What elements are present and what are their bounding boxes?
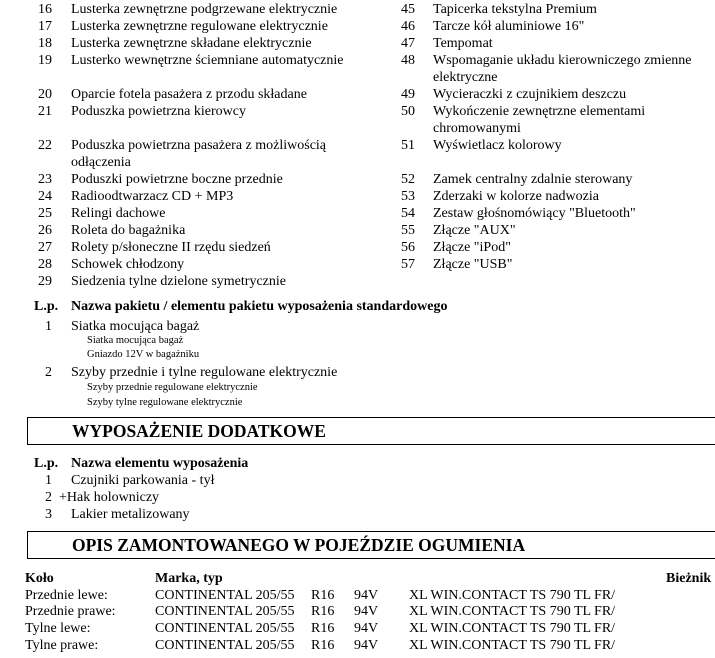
item-number: 23 xyxy=(38,172,52,187)
tire-position: Przednie prawe: xyxy=(25,604,116,619)
item-number: 52 xyxy=(401,172,415,187)
tire-load-index: 94V xyxy=(354,621,379,636)
item-text: Zderzaki w kolorze nadwozia xyxy=(433,189,599,204)
item-number: 55 xyxy=(401,223,415,238)
extra-number: 3 xyxy=(45,507,52,522)
item-text: Relingi dachowe xyxy=(71,206,166,221)
extra-item: Czujniki parkowania - tył xyxy=(71,473,215,488)
extra-number: 2 xyxy=(45,490,52,505)
extra-item: Lakier metalizowany xyxy=(71,507,190,522)
item-number: 29 xyxy=(38,274,52,289)
item-text: Wyświetlacz kolorowy xyxy=(433,138,562,153)
item-number: 24 xyxy=(38,189,52,204)
item-number: 56 xyxy=(401,240,415,255)
item-number: 25 xyxy=(38,206,52,221)
item-text: Poduszka powietrzna kierowcy xyxy=(71,104,246,119)
item-text: Radioodtwarzacz CD + MP3 xyxy=(71,189,234,204)
item-text: Tempomat xyxy=(433,36,493,51)
extra-number: 1 xyxy=(45,473,52,488)
tire-rim: R16 xyxy=(311,588,335,603)
extra-header: Nazwa elementu wyposażenia xyxy=(71,456,249,471)
section-title: OPIS ZAMONTOWANEGO W POJEŹDZIE OGUMIENIA xyxy=(72,535,526,555)
package-number: 1 xyxy=(45,319,52,334)
extra-equipment-banner xyxy=(27,417,715,445)
item-text: Lusterka zewnętrzne składane elektrycznie xyxy=(71,36,312,51)
item-text: Wykończenie zewnętrzne elementami xyxy=(433,104,646,119)
tire-brand: CONTINENTAL 205/55 xyxy=(155,604,295,619)
item-number: 54 xyxy=(401,206,415,221)
item-text: Tapicerka tekstylna Premium xyxy=(433,2,597,17)
item-text: Zamek centralny zdalnie sterowany xyxy=(433,172,633,187)
tire-rim: R16 xyxy=(311,621,335,636)
tire-brand: CONTINENTAL 205/55 xyxy=(155,588,295,603)
extra-item: +Hak holowniczy xyxy=(59,490,160,505)
tire-load-index: 94V xyxy=(354,638,379,653)
item-number: 17 xyxy=(38,19,52,34)
tire-brand: CONTINENTAL 205/55 xyxy=(155,621,295,636)
item-number: 47 xyxy=(401,36,415,51)
item-text: Tarcze kół aluminiowe 16" xyxy=(433,19,585,34)
item-text: Rolety p/słoneczne II rzędu siedzeń xyxy=(71,240,271,255)
item-number: 19 xyxy=(38,53,52,68)
tire-load-index: 94V xyxy=(354,588,379,603)
item-text: Poduszka powietrzna pasażera z możliwością xyxy=(71,138,327,153)
package-number: 2 xyxy=(45,365,52,380)
tires-banner xyxy=(27,531,715,559)
col-header-marka: Marka, typ xyxy=(155,571,223,586)
item-text-cont: odłączenia xyxy=(71,155,131,170)
tire-rim: R16 xyxy=(311,604,335,619)
tire-brand: CONTINENTAL 205/55 xyxy=(155,638,295,653)
tire-model: XL WIN.CONTACT TS 790 TL FR/ xyxy=(409,588,616,603)
item-number: 28 xyxy=(38,257,52,272)
item-number: 57 xyxy=(401,257,415,272)
item-number: 45 xyxy=(401,2,415,17)
item-text: Złącze "AUX" xyxy=(433,223,516,238)
package-subitem: Szyby przednie regulowane elektrycznie xyxy=(87,382,258,393)
tire-rim: R16 xyxy=(311,638,335,653)
package-name: Szyby przednie i tylne regulowane elektrycznie xyxy=(71,365,338,380)
item-text: Złącze "USB" xyxy=(433,257,513,272)
item-text: Siedzenia tylne dzielone symetrycznie xyxy=(71,274,286,289)
item-number: 48 xyxy=(401,53,415,68)
item-text: Lusterka zewnętrzne podgrzewane elektrycznie xyxy=(71,2,338,17)
item-number: 49 xyxy=(401,87,415,102)
item-text: Złącze "iPod" xyxy=(433,240,511,255)
package-subitem: Gniazdo 12V w bagażniku xyxy=(87,349,200,360)
item-number: 46 xyxy=(401,19,415,34)
item-number: 21 xyxy=(38,104,52,119)
item-text: Lusterka zewnętrzne regulowane elektrycznie xyxy=(71,19,328,34)
col-header-bieznik: Bieżnik xyxy=(666,571,712,586)
package-name: Siatka mocująca bagaż xyxy=(71,319,200,334)
item-number: 53 xyxy=(401,189,415,204)
item-text: Oparcie fotela pasażera z przodu składane xyxy=(71,87,307,102)
item-number: 27 xyxy=(38,240,52,255)
tire-model: XL WIN.CONTACT TS 790 TL FR/ xyxy=(409,604,616,619)
item-number: 22 xyxy=(38,138,52,153)
tire-model: XL WIN.CONTACT TS 790 TL FR/ xyxy=(409,621,616,636)
lp-header: L.p. xyxy=(34,456,59,471)
tire-load-index: 94V xyxy=(354,604,379,619)
item-text: Schowek chłodzony xyxy=(71,257,185,272)
item-text: Zestaw głośnomówiący "Bluetooth" xyxy=(433,206,636,221)
tire-position: Tylne lewe: xyxy=(25,621,91,636)
item-text: Lusterko wewnętrzne ściemniane automatycznie xyxy=(71,53,344,68)
item-text-cont: elektryczne xyxy=(433,70,498,85)
lp-header: L.p. xyxy=(34,299,59,314)
item-number: 16 xyxy=(38,2,52,17)
item-number: 50 xyxy=(401,104,415,119)
item-text-cont: chromowanymi xyxy=(433,121,521,136)
tire-position: Przednie lewe: xyxy=(25,588,108,603)
tire-model: XL WIN.CONTACT TS 790 TL FR/ xyxy=(409,638,616,653)
package-subitem: Siatka mocująca bagaż xyxy=(87,335,184,346)
tire-position: Tylne prawe: xyxy=(25,638,99,653)
item-number: 51 xyxy=(401,138,415,153)
item-number: 26 xyxy=(38,223,52,238)
item-text: Roleta do bagażnika xyxy=(71,223,186,238)
packages-header: Nazwa pakietu / elementu pakietu wyposażenia standardowego xyxy=(71,299,448,314)
col-header-kolo: Koło xyxy=(25,571,54,586)
section-title: WYPOSAŻENIE DODATKOWE xyxy=(72,421,326,441)
item-text: Wspomaganie układu kierowniczego zmienne xyxy=(433,53,692,68)
item-text: Wycieraczki z czujnikiem deszczu xyxy=(433,87,627,102)
package-subitem: Szyby tylne regulowane elektrycznie xyxy=(87,397,243,408)
item-number: 18 xyxy=(38,36,52,51)
item-text: Poduszki powietrzne boczne przednie xyxy=(71,172,283,187)
item-number: 20 xyxy=(38,87,52,102)
